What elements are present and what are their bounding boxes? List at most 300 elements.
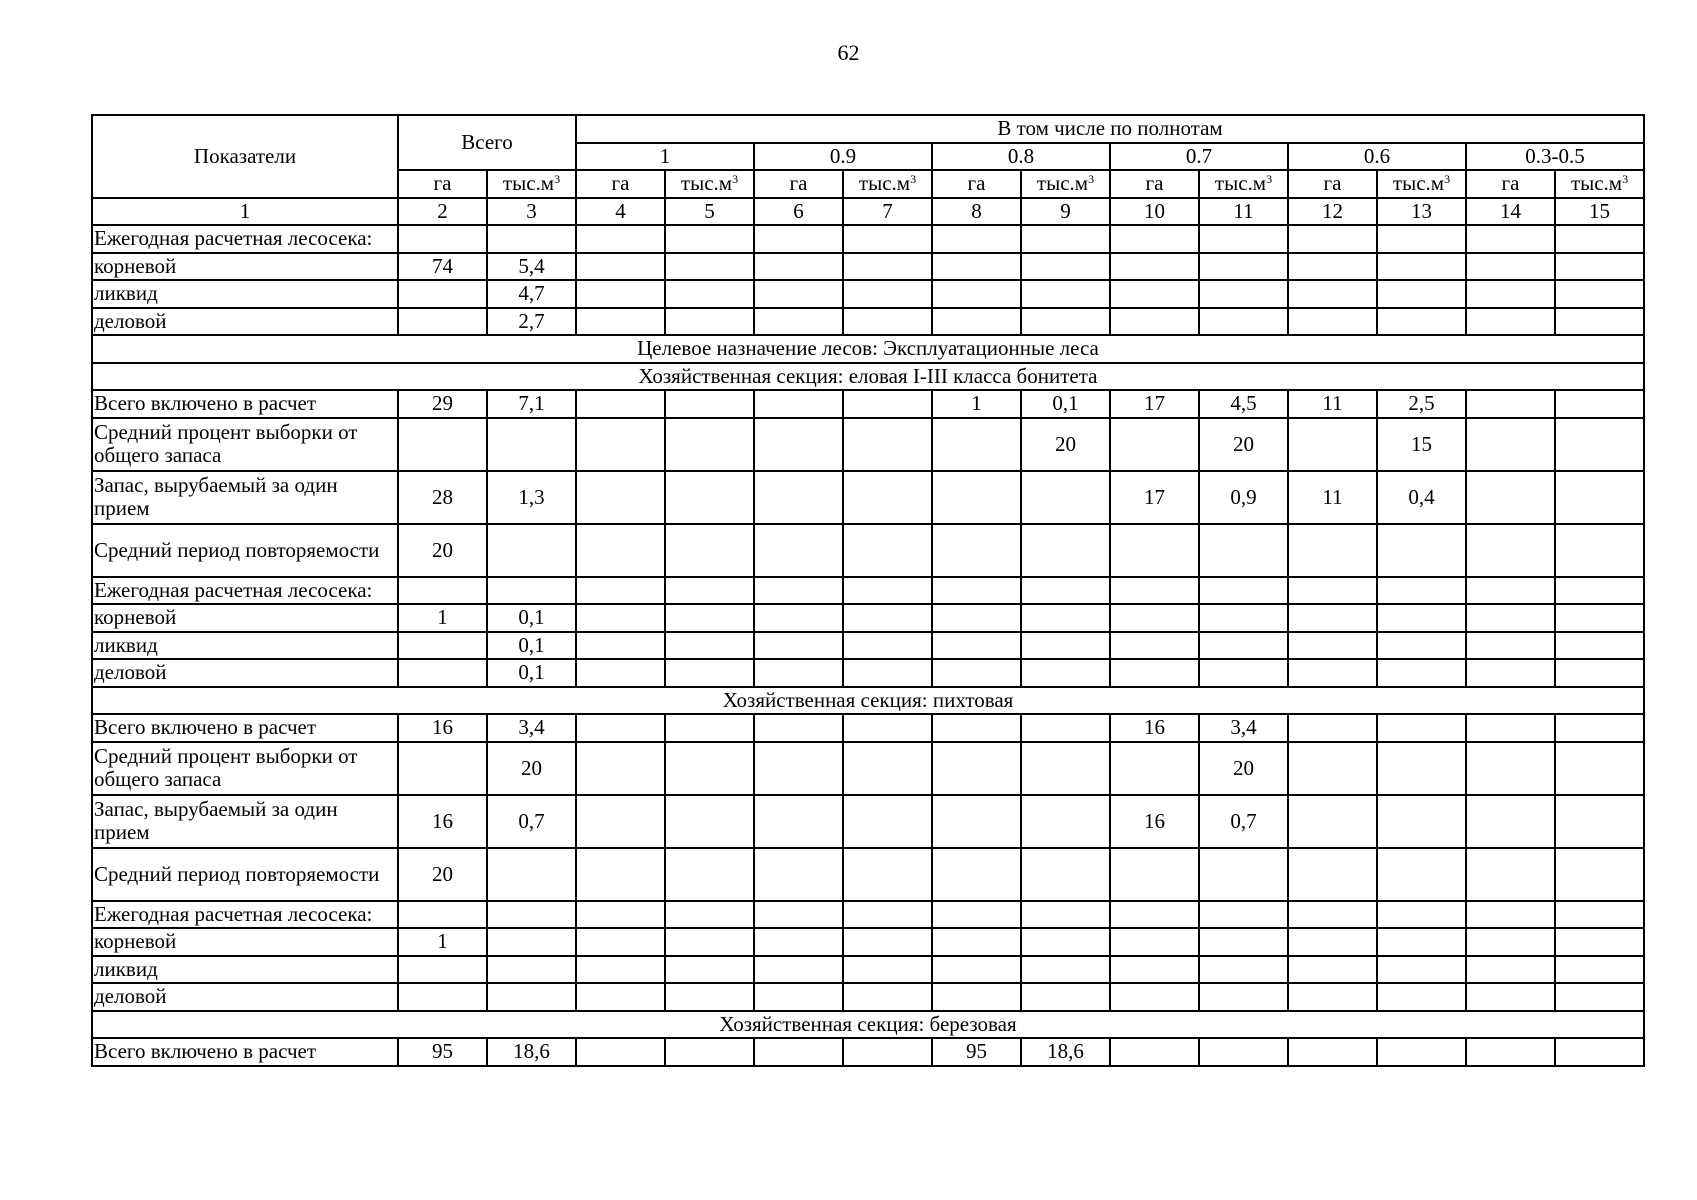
table-cell [1110,956,1199,984]
table-row [92,390,1644,418]
unit-volume-exponent: 3 [732,172,739,187]
table-cell [1021,253,1110,281]
table-cell [754,1038,843,1066]
table-cell [843,928,932,956]
table-cell [1555,742,1644,795]
table-cell [754,471,843,524]
table-cell: 16 [398,714,487,742]
table-cell [1288,308,1377,336]
row-label: корневой [92,928,398,956]
table-cell [576,418,665,471]
table-cell [665,471,754,524]
table-cell [932,632,1021,660]
table-cell [1021,577,1110,605]
table-cell: 20 [1199,418,1288,471]
table-cell [1555,253,1644,281]
header-density: 0.3-0.5 [1466,143,1644,171]
row-label: Всего включено в расчет [92,714,398,742]
table-cell [1555,901,1644,929]
table-cell [1110,848,1199,901]
table-cell: 16 [1110,795,1199,848]
table-cell [398,742,487,795]
row-label: Ежегодная расчетная лесосека: [92,901,398,929]
table-cell [1288,795,1377,848]
table-cell [1377,795,1466,848]
unit-ha: га [398,170,487,198]
table-cell [1377,901,1466,929]
table-cell [1288,928,1377,956]
column-number: 7 [843,198,932,226]
table-cell [1555,471,1644,524]
unit-ha: га [1466,170,1555,198]
header-density: 0.7 [1110,143,1288,171]
table-cell [843,795,932,848]
table-cell: 4,5 [1199,390,1288,418]
unit-volume-text: тыс.м [1570,171,1623,196]
table-cell [665,280,754,308]
section-row [92,1011,1644,1039]
table-cell [1199,956,1288,984]
table-cell: 3,4 [1199,714,1288,742]
table-cell: 0,4 [1377,471,1466,524]
table-cell [1021,280,1110,308]
unit-volume-text: тыс.м [1036,171,1089,196]
table-cell [932,956,1021,984]
table-row [92,848,1644,901]
table-cell [1377,280,1466,308]
table-row [92,1038,1644,1066]
table-row [92,524,1644,577]
table-cell [576,795,665,848]
column-number: 3 [487,198,576,226]
table-cell [1021,983,1110,1011]
table-cell: 1 [398,604,487,632]
table-cell [1466,524,1555,577]
row-label: Ежегодная расчетная лесосека: [92,577,398,605]
table-cell [1466,418,1555,471]
table-cell [932,742,1021,795]
section-title: Хозяйственная секция: еловая I-III класса бонитета [92,363,1644,391]
table-cell: 0,1 [1021,390,1110,418]
table-cell [576,524,665,577]
table-cell [1199,1038,1288,1066]
table-cell [665,308,754,336]
unit-volume [665,170,754,198]
table-cell [576,390,665,418]
header-density: 0.6 [1288,143,1466,171]
row-label: деловой [92,308,398,336]
table-cell [576,848,665,901]
column-number: 13 [1377,198,1466,226]
table-cell: 16 [1110,714,1199,742]
unit-volume-text: тыс.м [1214,171,1267,196]
table-cell: 3,4 [487,714,576,742]
table-cell [1377,848,1466,901]
header-indicators: Показатели [92,115,398,198]
table-cell [1555,1038,1644,1066]
table-cell [1199,659,1288,687]
table-cell [1555,524,1644,577]
table-cell [1021,848,1110,901]
table-cell [754,659,843,687]
table-cell [576,956,665,984]
table-row [92,418,1644,471]
unit-volume-exponent: 3 [1266,172,1273,187]
table-cell [1555,928,1644,956]
section-title: Целевое назначение лесов: Эксплуатационные леса [92,335,1644,363]
table-cell [932,253,1021,281]
row-label: корневой [92,253,398,281]
table-cell [932,848,1021,901]
table-cell [665,848,754,901]
unit-volume-text: тыс.м [680,171,733,196]
table-cell [932,524,1021,577]
table-cell [487,418,576,471]
table-cell [665,604,754,632]
table-cell [843,1038,932,1066]
unit-volume [487,170,576,198]
table-row [92,956,1644,984]
table-cell [398,280,487,308]
table-cell [1199,253,1288,281]
table-cell [932,471,1021,524]
table-cell [754,742,843,795]
table-cell [1466,901,1555,929]
table-cell [932,225,1021,253]
table-cell [932,604,1021,632]
table-cell: 16 [398,795,487,848]
table-cell: 0,7 [1199,795,1288,848]
row-label: Всего включено в расчет [92,1038,398,1066]
table-cell [843,956,932,984]
table-cell [1555,983,1644,1011]
table-cell [932,659,1021,687]
table-cell [576,632,665,660]
table-cell [1555,280,1644,308]
table-cell: 2,7 [487,308,576,336]
table-cell [1466,742,1555,795]
row-label: деловой [92,659,398,687]
table-cell [1466,253,1555,281]
column-number: 2 [398,198,487,226]
column-number: 15 [1555,198,1644,226]
unit-ha: га [1288,170,1377,198]
table-cell [576,577,665,605]
table-cell [576,253,665,281]
table-cell [1555,577,1644,605]
table-cell [1466,471,1555,524]
column-number: 9 [1021,198,1110,226]
table-cell [1199,983,1288,1011]
table-cell [665,1038,754,1066]
table-cell [1021,659,1110,687]
table-row [92,659,1644,687]
table-cell [1288,577,1377,605]
table-cell [1199,604,1288,632]
table-cell [843,632,932,660]
table-cell [754,604,843,632]
table-cell [1377,225,1466,253]
table-cell [665,901,754,929]
column-number: 11 [1199,198,1288,226]
table-cell [1377,928,1466,956]
table-cell [1555,308,1644,336]
row-label: Средний период повторяемости [92,848,398,901]
table-cell [1199,901,1288,929]
table-cell [487,524,576,577]
table-cell [1021,901,1110,929]
table-cell [665,524,754,577]
column-number: 1 [92,198,398,226]
table-cell [665,418,754,471]
table-row [92,795,1644,848]
table-cell [576,308,665,336]
section-title: Хозяйственная секция: березовая [92,1011,1644,1039]
unit-volume-text: тыс.м [1392,171,1445,196]
table-cell: 1 [932,390,1021,418]
table-cell [1377,308,1466,336]
table-cell [1110,308,1199,336]
column-number: 10 [1110,198,1199,226]
table-cell [1377,956,1466,984]
table-cell [843,524,932,577]
table-cell [1110,280,1199,308]
table-cell [1021,225,1110,253]
table-cell [843,577,932,605]
table-cell [843,901,932,929]
table-row [92,983,1644,1011]
table-cell [1021,632,1110,660]
table-cell [398,418,487,471]
unit-ha: га [1110,170,1199,198]
row-label: ликвид [92,280,398,308]
table-cell [576,714,665,742]
table-cell [1021,524,1110,577]
table-cell [1466,604,1555,632]
table-cell: 0,9 [1199,471,1288,524]
table-cell [398,659,487,687]
unit-volume-exponent: 3 [1444,172,1451,187]
table-cell [487,983,576,1011]
table-cell [1377,604,1466,632]
table-cell [1377,983,1466,1011]
table-cell: 28 [398,471,487,524]
table-cell [665,983,754,1011]
column-number: 14 [1466,198,1555,226]
table-cell [1110,225,1199,253]
table-cell [754,848,843,901]
header-density: 0.9 [754,143,932,171]
section-row [92,687,1644,715]
row-label: Ежегодная расчетная лесосека: [92,225,398,253]
table-cell [576,471,665,524]
table-cell [1021,604,1110,632]
table-cell [1288,848,1377,901]
table-cell [1110,253,1199,281]
table-cell [1021,956,1110,984]
table-cell [1377,253,1466,281]
table-header [92,115,1644,225]
table-cell [665,577,754,605]
table-cell [1110,901,1199,929]
table-cell: 74 [398,253,487,281]
table-cell [576,280,665,308]
table-cell [487,848,576,901]
table-cell [843,983,932,1011]
unit-ha: га [754,170,843,198]
unit-volume [1199,170,1288,198]
table-cell [843,418,932,471]
table-cell [1466,632,1555,660]
table-cell [576,901,665,929]
unit-volume-exponent: 3 [554,172,561,187]
table-body [92,225,1644,1066]
table-cell: 17 [1110,471,1199,524]
table-cell: 11 [1288,390,1377,418]
table-cell [843,714,932,742]
table-cell: 0,7 [487,795,576,848]
row-label: Запас, вырубаемый за один прием [92,471,398,524]
unit-volume [1377,170,1466,198]
table-cell: 15 [1377,418,1466,471]
table-cell [1021,795,1110,848]
unit-ha: га [576,170,665,198]
table-cell: 5,4 [487,253,576,281]
table-cell [843,390,932,418]
table-cell [1110,418,1199,471]
table-cell [1199,524,1288,577]
table-row [92,604,1644,632]
table-cell [1199,632,1288,660]
table-cell [1288,604,1377,632]
table-cell [1110,659,1199,687]
table-cell [843,604,932,632]
table-cell: 20 [398,524,487,577]
table-cell: 4,7 [487,280,576,308]
unit-volume [843,170,932,198]
table-cell [1199,280,1288,308]
table-cell [932,418,1021,471]
column-number: 8 [932,198,1021,226]
row-label: Средний период повторяемости [92,524,398,577]
table-cell [1288,524,1377,577]
table-cell [754,577,843,605]
table-cell [665,390,754,418]
row-label: Всего включено в расчет [92,390,398,418]
table-cell [1555,956,1644,984]
unit-volume-text: тыс.м [502,171,555,196]
table-cell [1555,632,1644,660]
table-cell [398,901,487,929]
table-cell [487,901,576,929]
table-cell [576,225,665,253]
table-cell [665,632,754,660]
table-cell: 29 [398,390,487,418]
table-row [92,928,1644,956]
table-cell [1466,659,1555,687]
table-cell [665,253,754,281]
table-cell: 17 [1110,390,1199,418]
header-by-density: В том числе по полнотам [576,115,1644,143]
column-number: 12 [1288,198,1377,226]
table-row [92,225,1644,253]
table-cell [1466,308,1555,336]
table-cell [1199,577,1288,605]
table-cell [1466,577,1555,605]
table-cell [576,659,665,687]
table-cell [1288,280,1377,308]
table-cell [1288,225,1377,253]
header-density: 0.8 [932,143,1110,171]
table-cell [487,577,576,605]
table-cell [754,901,843,929]
table-cell [1288,1038,1377,1066]
table-row [92,308,1644,336]
table-cell [1199,308,1288,336]
row-label: деловой [92,983,398,1011]
row-label: корневой [92,604,398,632]
table-cell [1021,308,1110,336]
table-cell [843,225,932,253]
table-cell [1199,928,1288,956]
table-cell [1288,742,1377,795]
column-number: 4 [576,198,665,226]
table-cell [1021,471,1110,524]
table-row [92,253,1644,281]
table-cell [1466,795,1555,848]
unit-volume-exponent: 3 [1622,172,1629,187]
table-cell [1110,1038,1199,1066]
table-cell [843,280,932,308]
table-cell [665,225,754,253]
table-cell: 20 [398,848,487,901]
table-cell [754,524,843,577]
table-cell [1377,714,1466,742]
row-label: Запас, вырубаемый за один прием [92,795,398,848]
table-cell: 20 [487,742,576,795]
table-cell [665,795,754,848]
table-cell: 11 [1288,471,1377,524]
table-cell [843,253,932,281]
row-label: Средний процент выборки от общего запаса [92,742,398,795]
table-cell [1377,742,1466,795]
table-cell [754,225,843,253]
allowable-cut-table [91,114,1645,1067]
table-cell: 1,3 [487,471,576,524]
table-row [92,280,1644,308]
table-cell [398,632,487,660]
table-cell [932,308,1021,336]
section-row [92,335,1644,363]
table-cell [1110,983,1199,1011]
table-cell [576,604,665,632]
table-cell [754,956,843,984]
unit-volume-text: тыс.м [858,171,911,196]
table-cell [1021,742,1110,795]
header-total: Всего [398,115,576,170]
table-cell [398,308,487,336]
page-number: 62 [837,40,860,65]
table-cell [665,956,754,984]
row-label: ликвид [92,956,398,984]
table-cell [1110,524,1199,577]
table-cell [843,659,932,687]
table-cell [1288,659,1377,687]
table-row [92,742,1644,795]
section-title: Хозяйственная секция: пихтовая [92,687,1644,715]
header-density: 1 [576,143,754,171]
unit-ha: га [932,170,1021,198]
